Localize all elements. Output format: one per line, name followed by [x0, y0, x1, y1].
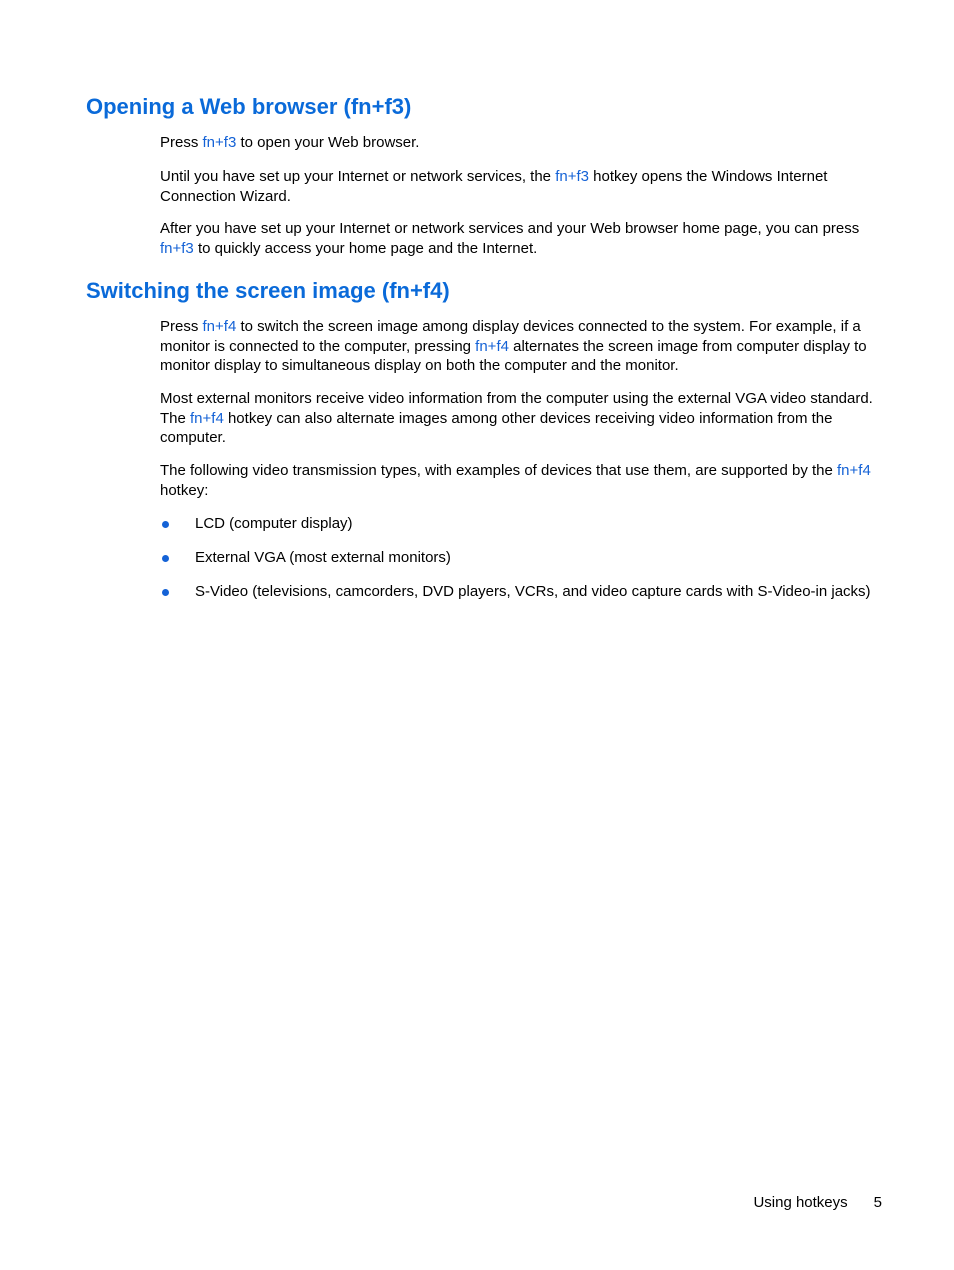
- paragraph-text: Press: [160, 318, 203, 335]
- hotkey-link-fn-f3[interactable]: fn+f3: [555, 168, 589, 185]
- bullet-icon: [162, 589, 169, 596]
- hotkey-link-fn-f4[interactable]: fn+f4: [837, 462, 871, 479]
- paragraph-switch-screen: [160, 317, 884, 376]
- paragraph-text: hotkey can also alternate images among other devices receiving video information from the computer.: [160, 409, 833, 446]
- page-footer: [753, 1193, 882, 1212]
- list-item-text: S-Video (televisions, camcorders, DVD players, VCRs, and video capture cards with S-Video-in jacks): [195, 583, 871, 600]
- paragraph-home-page: [160, 219, 884, 258]
- paragraph-press-fn-f3: [160, 133, 884, 153]
- paragraph-text: Most external monitors receive video information from the computer using the external VGA video standard. The: [160, 390, 873, 427]
- paragraph-text: hotkey opens the Windows Internet Connection Wizard.: [160, 168, 828, 205]
- bullet-icon: [162, 555, 169, 562]
- page-number: 5: [873, 1194, 882, 1211]
- hotkey-link-fn-f4[interactable]: fn+f4: [190, 409, 224, 427]
- paragraph-transmission-types: [160, 461, 884, 500]
- paragraph-vga-standard: [160, 389, 884, 448]
- bullet-icon: [162, 521, 169, 528]
- paragraph-text: to switch the screen image among display devices connected to the system. For example, if a monitor is connected to the computer, pressing: [160, 318, 861, 355]
- hotkey-link-fn-f3[interactable]: fn+f3: [160, 239, 194, 257]
- paragraph-text: alternates the screen image from computer display to monitor display to simultaneous display on both the computer and the monitor.: [160, 337, 867, 374]
- footer-chapter-label: Using hotkeys: [753, 1194, 848, 1211]
- hotkey-link-fn-f3[interactable]: fn+f3: [202, 134, 237, 151]
- paragraph-text: to open your Web browser.: [236, 134, 420, 151]
- paragraph-text: hotkey:: [160, 481, 209, 499]
- list-item-text: LCD (computer display): [195, 515, 353, 532]
- paragraph-text: to quickly access your home page and the Internet.: [193, 239, 538, 257]
- section-heading-web-browser: Opening a Web browser (fn+f3): [86, 94, 412, 119]
- paragraph-text: Press: [160, 134, 203, 151]
- hotkey-link-fn-f4[interactable]: fn+f4: [202, 318, 237, 335]
- paragraph-text: Until you have set up your Internet or network services, the: [160, 168, 556, 185]
- paragraph-connection-wizard: [160, 167, 884, 206]
- paragraph-text: The following video transmission types, with examples of devices that use them, are supported by the: [160, 462, 838, 479]
- section-heading-screen-image: Switching the screen image (fn+f4): [86, 278, 450, 303]
- hotkey-link-fn-f4[interactable]: fn+f4: [475, 337, 509, 355]
- list-item-text: External VGA (most external monitors): [195, 549, 451, 566]
- paragraph-text: After you have set up your Internet or network services and your Web browser home page, you can press: [160, 220, 860, 237]
